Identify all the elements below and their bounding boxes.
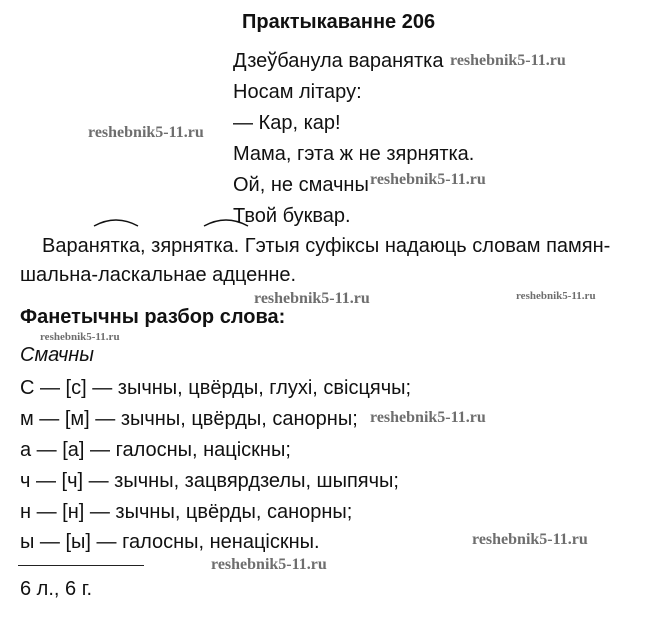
poem-line-2: Носам літару:: [233, 81, 362, 103]
watermark: reshebnik5-11.ru: [370, 409, 486, 426]
phonetic-row-1: С — [с] — зычны, цвёрды, глухі, свісцячы;: [20, 377, 412, 399]
watermark: reshebnik5-11.ru: [370, 171, 486, 188]
watermark: reshebnik5-11.ru: [254, 290, 370, 307]
watermark: reshebnik5-11.ru: [40, 331, 120, 343]
suffix-arc-1: [94, 220, 138, 226]
phonetic-row-3: а — [а] — галосны, націскны;: [20, 439, 291, 461]
watermark: reshebnik5-11.ru: [88, 124, 204, 141]
suffix-paragraph-line-1: Варанятка, зярнятка. Гэтыя суфіксы надаюць словам памян-: [42, 235, 611, 257]
analysis-word: Смачны: [20, 344, 95, 366]
analysis-heading: Фанетычны разбор слова:: [20, 306, 286, 328]
suffix-paragraph-line-2: шальна-ласкальнае адценне.: [20, 264, 297, 286]
watermark: reshebnik5-11.ru: [450, 52, 566, 69]
watermark: reshebnik5-11.ru: [472, 531, 588, 548]
suffix-arc-2: [204, 220, 248, 226]
poem-line-1: Дзеўбанула варанятка: [233, 50, 444, 72]
exercise-title: Практыкаванне 206: [242, 11, 436, 33]
poem-line-3: — Кар, кар!: [233, 112, 341, 134]
summary-divider: [18, 565, 144, 566]
phonetic-row-2: м — [м] — зычны, цвёрды, санорны;: [20, 408, 358, 430]
poem-line-5: Ой, не смачны: [233, 174, 369, 196]
watermark: reshebnik5-11.ru: [211, 556, 327, 573]
letter-sound-count: 6 л., 6 г.: [20, 578, 93, 600]
phonetic-row-6: ы — [ы] — галосны, ненаціскны.: [20, 531, 320, 553]
poem-line-4: Мама, гэта ж не зярнятка.: [233, 143, 475, 165]
phonetic-row-4: ч — [ч] — зычны, зацвярдзелы, шыпячы;: [20, 470, 399, 492]
watermark: reshebnik5-11.ru: [516, 290, 596, 302]
poem-line-6: Твой буквар.: [233, 205, 351, 227]
phonetic-row-5: н — [н] — зычны, цвёрды, санорны;: [20, 501, 353, 523]
